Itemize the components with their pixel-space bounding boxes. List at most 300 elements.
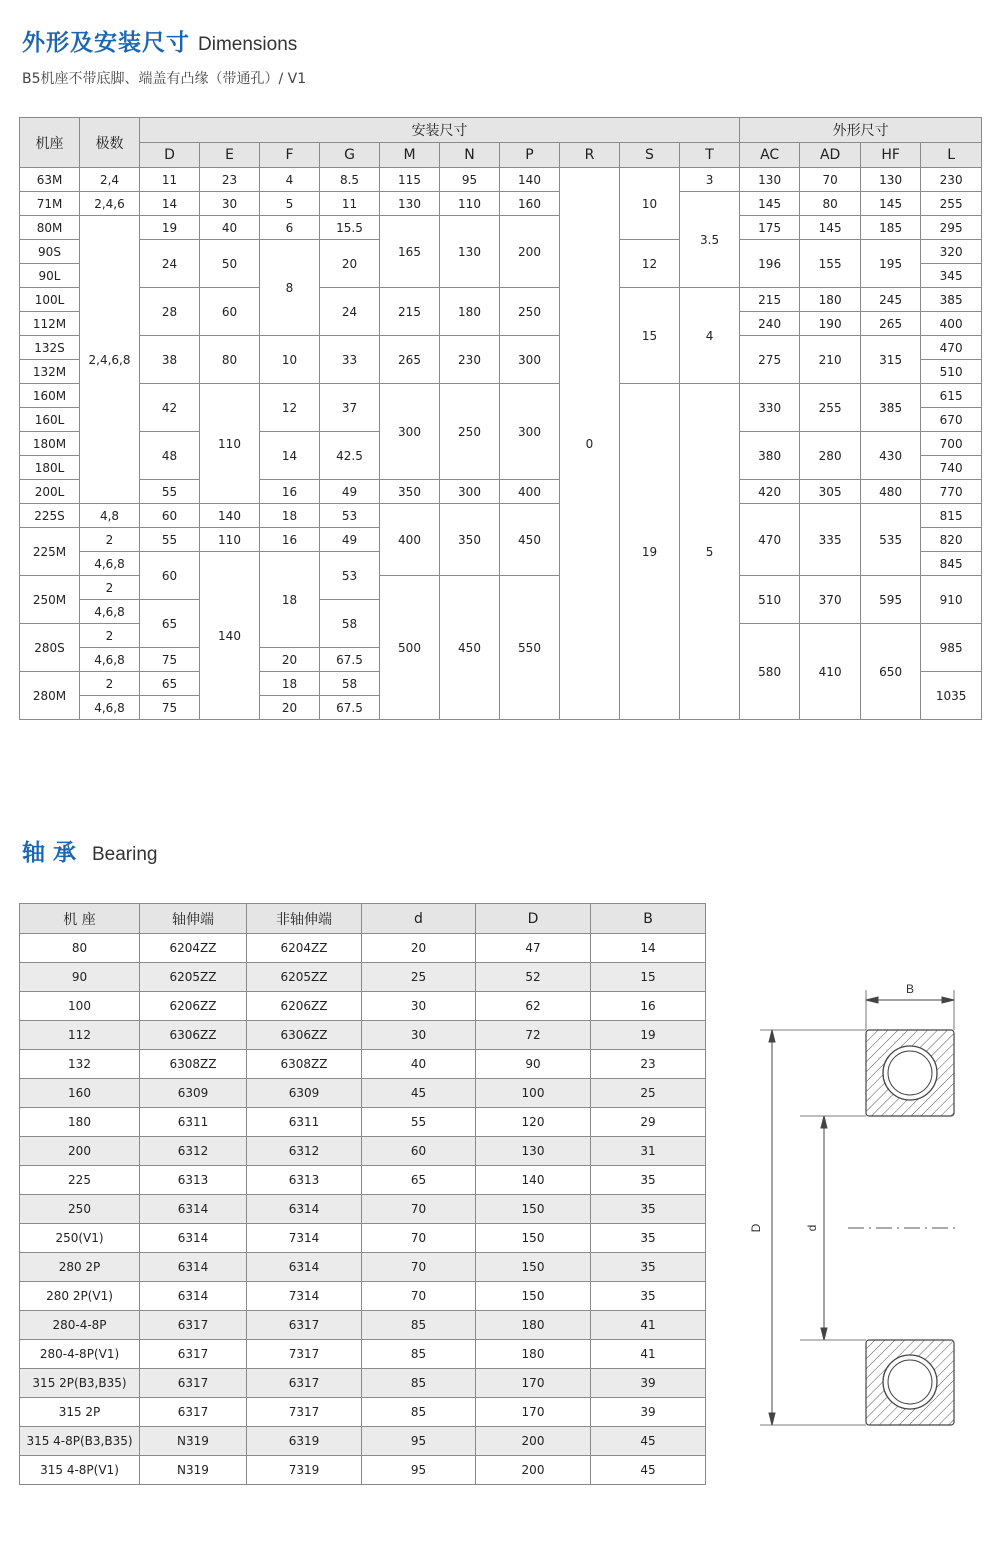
cell-G: 37 xyxy=(320,384,380,432)
bearing-cell: 250(V1) xyxy=(20,1224,140,1253)
bearing-cell: 150 xyxy=(476,1282,591,1311)
bearing-cell: 280-4-8P(V1) xyxy=(20,1340,140,1369)
cell-P: 300 xyxy=(500,384,560,480)
cell-P: 140 xyxy=(500,168,560,192)
cell-frame: 132S xyxy=(20,336,80,360)
cell-G: 49 xyxy=(320,528,380,552)
cell-N: 230 xyxy=(440,336,500,384)
cell-frame: 90S xyxy=(20,240,80,264)
bearing-cell: 7314 xyxy=(247,1224,362,1253)
dimensions-table xyxy=(19,117,982,720)
label-d: d xyxy=(805,1224,819,1232)
bearing-cell: 39 xyxy=(591,1369,706,1398)
cell-poles: 2,4,6,8 xyxy=(80,216,140,504)
cell-L: 615 xyxy=(921,384,982,408)
cell-frame: 180M xyxy=(20,432,80,456)
cell-AD: 180 xyxy=(800,288,861,312)
cell-L: 910 xyxy=(921,576,982,624)
cell-AC: 420 xyxy=(740,480,800,504)
cell-F: 16 xyxy=(260,480,320,504)
bearing-cell: 280 2P xyxy=(20,1253,140,1282)
bearing-cell: 62 xyxy=(476,992,591,1021)
header-col: HF xyxy=(861,143,921,168)
bearing-cell: 180 xyxy=(20,1108,140,1137)
cell-D: 14 xyxy=(140,192,200,216)
cell-frame: 71M xyxy=(20,192,80,216)
cell-L: 700 xyxy=(921,432,982,456)
bearing-cell: 120 xyxy=(476,1108,591,1137)
bearing-cell: 16 xyxy=(591,992,706,1021)
cell-G: 58 xyxy=(320,600,380,648)
cell-frame: 90L xyxy=(20,264,80,288)
bearing-cell: 15 xyxy=(591,963,706,992)
bearing-lower-section xyxy=(866,1340,954,1425)
bearing-cell: 6317 xyxy=(247,1311,362,1340)
table-row xyxy=(20,1021,706,1050)
cell-E: 23 xyxy=(200,168,260,192)
table-row xyxy=(20,1369,706,1398)
cell-D: 65 xyxy=(140,600,200,648)
bearing-cell: 41 xyxy=(591,1340,706,1369)
table-row xyxy=(20,1427,706,1456)
table-row xyxy=(20,192,982,216)
cell-AD: 370 xyxy=(800,576,861,624)
cell-D: 65 xyxy=(140,672,200,696)
dimensions-title xyxy=(22,24,297,57)
cell-M: 115 xyxy=(380,168,440,192)
cell-G: 15.5 xyxy=(320,216,380,240)
cell-G: 42.5 xyxy=(320,432,380,480)
bearing-cell: 6314 xyxy=(140,1195,247,1224)
table-row xyxy=(20,384,982,408)
cell-poles: 4,6,8 xyxy=(80,552,140,576)
bearing-cell: 160 xyxy=(20,1079,140,1108)
bearing-cell: 65 xyxy=(362,1166,476,1195)
cell-M: 265 xyxy=(380,336,440,384)
cell-S: 12 xyxy=(620,240,680,288)
header-col: P xyxy=(500,143,560,168)
cell-HF: 315 xyxy=(861,336,921,384)
cell-S: 10 xyxy=(620,168,680,240)
bearing-cell: 315 2P(B3,B35) xyxy=(20,1369,140,1398)
cell-F: 14 xyxy=(260,432,320,480)
cell-frame: 160L xyxy=(20,408,80,432)
table-row xyxy=(20,504,982,528)
bearing-cell: 180 xyxy=(476,1311,591,1340)
bearing-cell: 85 xyxy=(362,1398,476,1427)
table-row xyxy=(20,1195,706,1224)
table-row xyxy=(20,1253,706,1282)
table-row xyxy=(20,1398,706,1427)
cell-AD: 335 xyxy=(800,504,861,576)
cell-G: 58 xyxy=(320,672,380,696)
bearing-cell: 30 xyxy=(362,1021,476,1050)
bearing-header-cell: 机 座 xyxy=(20,904,140,934)
cell-AD: 210 xyxy=(800,336,861,384)
cell-AC: 215 xyxy=(740,288,800,312)
cell-S: 15 xyxy=(620,288,680,384)
bearing-table xyxy=(19,903,706,1485)
header-poles: 极数 xyxy=(80,118,140,168)
cell-F: 12 xyxy=(260,384,320,432)
cell-F: 16 xyxy=(260,528,320,552)
bearing-cell: 39 xyxy=(591,1398,706,1427)
cell-E: 110 xyxy=(200,384,260,504)
bearing-cell: 31 xyxy=(591,1137,706,1166)
table-row xyxy=(20,1050,706,1079)
bearing-cell: 6306ZZ xyxy=(247,1021,362,1050)
cell-L: 345 xyxy=(921,264,982,288)
cell-poles: 2 xyxy=(80,576,140,600)
cell-HF: 130 xyxy=(861,168,921,192)
dimensions-subtitle: B5机座不带底脚、端盖有凸缘（带通孔）/ V1 xyxy=(22,71,307,87)
header-col: T xyxy=(680,143,740,168)
cell-AD: 255 xyxy=(800,384,861,432)
cell-AC: 196 xyxy=(740,240,800,288)
label-B: B xyxy=(905,982,915,996)
bearing-cell: 100 xyxy=(20,992,140,1021)
dimension-B xyxy=(866,997,954,1003)
cell-F: 10 xyxy=(260,336,320,384)
cell-D: 38 xyxy=(140,336,200,384)
cell-G: 24 xyxy=(320,288,380,336)
cell-L: 295 xyxy=(921,216,982,240)
header-col: E xyxy=(200,143,260,168)
cell-HF: 535 xyxy=(861,504,921,576)
bearing-cell: 70 xyxy=(362,1224,476,1253)
cell-HF: 185 xyxy=(861,216,921,240)
bearing-cell: 70 xyxy=(362,1253,476,1282)
cell-frame: 100L xyxy=(20,288,80,312)
table-row xyxy=(20,1456,706,1485)
cell-N: 250 xyxy=(440,384,500,480)
bearing-cell: 35 xyxy=(591,1282,706,1311)
cell-F: 5 xyxy=(260,192,320,216)
cell-E: 60 xyxy=(200,288,260,336)
header-col: L xyxy=(921,143,982,168)
cell-T: 4 xyxy=(680,288,740,384)
header-col: AC xyxy=(740,143,800,168)
bearing-cell: 140 xyxy=(476,1166,591,1195)
cell-L: 845 xyxy=(921,552,982,576)
bearing-cell: 6317 xyxy=(140,1311,247,1340)
bearing-cell: 250 xyxy=(20,1195,140,1224)
cell-E: 50 xyxy=(200,240,260,288)
bearing-cell: 180 xyxy=(476,1340,591,1369)
bearing-cell: 6317 xyxy=(140,1340,247,1369)
cell-poles: 2,4 xyxy=(80,168,140,192)
bearing-title xyxy=(22,834,158,867)
bearing-header-row xyxy=(20,904,706,934)
cell-G: 49 xyxy=(320,480,380,504)
cell-P: 160 xyxy=(500,192,560,216)
cell-AC: 240 xyxy=(740,312,800,336)
bearing-cell: 52 xyxy=(476,963,591,992)
cell-HF: 480 xyxy=(861,480,921,504)
bearing-cell: 6319 xyxy=(247,1427,362,1456)
bearing-cell: 19 xyxy=(591,1021,706,1050)
bearing-cell: 280-4-8P xyxy=(20,1311,140,1340)
cell-L: 320 xyxy=(921,240,982,264)
cell-poles: 2 xyxy=(80,672,140,696)
bearing-cell: 6317 xyxy=(140,1398,247,1427)
bearing-cell: 200 xyxy=(20,1137,140,1166)
cell-AD: 410 xyxy=(800,624,861,720)
cell-M: 300 xyxy=(380,384,440,480)
cell-HF: 195 xyxy=(861,240,921,288)
cell-N: 350 xyxy=(440,504,500,576)
bearing-cell: 70 xyxy=(362,1282,476,1311)
bearing-title-cn: 轴承 xyxy=(22,840,84,866)
bearing-cell: 6205ZZ xyxy=(140,963,247,992)
bearing-cell: 100 xyxy=(476,1079,591,1108)
header-col: S xyxy=(620,143,680,168)
cell-HF: 145 xyxy=(861,192,921,216)
bearing-cell: 6314 xyxy=(247,1253,362,1282)
cell-L: 510 xyxy=(921,360,982,384)
cell-D: 11 xyxy=(140,168,200,192)
bearing-cell: 6311 xyxy=(140,1108,247,1137)
cell-L: 985 xyxy=(921,624,982,672)
bearing-cell: 14 xyxy=(591,934,706,963)
cell-D: 75 xyxy=(140,648,200,672)
bearing-cell: 85 xyxy=(362,1369,476,1398)
cell-HF: 245 xyxy=(861,288,921,312)
cell-L: 385 xyxy=(921,288,982,312)
bearing-cell: 6309 xyxy=(140,1079,247,1108)
cell-G: 53 xyxy=(320,504,380,528)
cell-frame: 250M xyxy=(20,576,80,624)
header-col: M xyxy=(380,143,440,168)
cell-M: 130 xyxy=(380,192,440,216)
cell-G: 53 xyxy=(320,552,380,600)
bearing-cell: 315 4-8P(V1) xyxy=(20,1456,140,1485)
header-col: AD xyxy=(800,143,861,168)
cell-frame: 160M xyxy=(20,384,80,408)
cell-D: 55 xyxy=(140,528,200,552)
cell-frame: 280S xyxy=(20,624,80,672)
cell-frame: 225M xyxy=(20,528,80,576)
bearing-cell: 7319 xyxy=(247,1456,362,1485)
cell-frame: 80M xyxy=(20,216,80,240)
cell-D: 19 xyxy=(140,216,200,240)
cell-D: 42 xyxy=(140,384,200,432)
table-row xyxy=(20,336,982,360)
bearing-cell: 6204ZZ xyxy=(140,934,247,963)
cell-L: 820 xyxy=(921,528,982,552)
cell-HF: 650 xyxy=(861,624,921,720)
cell-T: 3 xyxy=(680,168,740,192)
table-row xyxy=(20,934,706,963)
cell-L: 770 xyxy=(921,480,982,504)
cell-F: 20 xyxy=(260,696,320,720)
cell-AD: 280 xyxy=(800,432,861,480)
cell-AC: 130 xyxy=(740,168,800,192)
cell-D: 24 xyxy=(140,240,200,288)
cell-poles: 2 xyxy=(80,528,140,552)
table-row xyxy=(20,288,982,312)
table-row xyxy=(20,992,706,1021)
cell-frame: 180L xyxy=(20,456,80,480)
bearing-header-cell: 轴伸端 xyxy=(140,904,247,934)
bearing-cell: 200 xyxy=(476,1427,591,1456)
table-row xyxy=(20,1224,706,1253)
cell-L: 230 xyxy=(921,168,982,192)
bearing-cell: 6309 xyxy=(247,1079,362,1108)
cell-poles: 2,4,6 xyxy=(80,192,140,216)
bearing-header-cell: 非轴伸端 xyxy=(247,904,362,934)
bearing-cell: 6312 xyxy=(140,1137,247,1166)
bearing-cell: 6205ZZ xyxy=(247,963,362,992)
bearing-cell: 23 xyxy=(591,1050,706,1079)
bearing-cell: 7314 xyxy=(247,1282,362,1311)
bearing-cell: 70 xyxy=(362,1195,476,1224)
bearing-cell: 30 xyxy=(362,992,476,1021)
header-col: N xyxy=(440,143,500,168)
cell-AC: 275 xyxy=(740,336,800,384)
cell-AD: 190 xyxy=(800,312,861,336)
cell-G: 33 xyxy=(320,336,380,384)
bearing-cell: 6313 xyxy=(140,1166,247,1195)
cell-P: 300 xyxy=(500,336,560,384)
bearing-cell: 200 xyxy=(476,1456,591,1485)
bearing-cell: 6204ZZ xyxy=(247,934,362,963)
cell-HF: 385 xyxy=(861,384,921,432)
cell-frame: 225S xyxy=(20,504,80,528)
cell-P: 250 xyxy=(500,288,560,336)
bearing-cell: 95 xyxy=(362,1456,476,1485)
bearing-cell: 45 xyxy=(591,1427,706,1456)
table-row xyxy=(20,1108,706,1137)
bearing-cell: 6314 xyxy=(140,1282,247,1311)
cell-G: 8.5 xyxy=(320,168,380,192)
dimensions-title-cn: 外形及安装尺寸 xyxy=(22,30,190,56)
cell-F: 18 xyxy=(260,504,320,528)
table-row xyxy=(20,1282,706,1311)
table-row xyxy=(20,1166,706,1195)
cell-F: 6 xyxy=(260,216,320,240)
bearing-cell: 280 2P(V1) xyxy=(20,1282,140,1311)
bearing-cell: 55 xyxy=(362,1108,476,1137)
cell-N: 450 xyxy=(440,576,500,720)
cell-HF: 430 xyxy=(861,432,921,480)
cell-N: 110 xyxy=(440,192,500,216)
bearing-cell: 80 xyxy=(20,934,140,963)
bearing-cell: 47 xyxy=(476,934,591,963)
bearing-cell: 35 xyxy=(591,1253,706,1282)
cell-E: 40 xyxy=(200,216,260,240)
cell-N: 180 xyxy=(440,288,500,336)
header-col: D xyxy=(140,143,200,168)
cell-poles: 4,6,8 xyxy=(80,696,140,720)
bearing-cell: 41 xyxy=(591,1311,706,1340)
bearing-cell: 112 xyxy=(20,1021,140,1050)
bearing-cell: N319 xyxy=(140,1456,247,1485)
bearing-cell: 45 xyxy=(362,1079,476,1108)
cell-AC: 380 xyxy=(740,432,800,480)
bearing-cell: 6308ZZ xyxy=(247,1050,362,1079)
cell-T: 5 xyxy=(680,384,740,720)
cell-F: 18 xyxy=(260,672,320,696)
cell-L: 470 xyxy=(921,336,982,360)
cell-F: 8 xyxy=(260,240,320,336)
bearing-cell: 6206ZZ xyxy=(247,992,362,1021)
bearing-cell: 60 xyxy=(362,1137,476,1166)
bearing-cell: 130 xyxy=(476,1137,591,1166)
table-row xyxy=(20,168,982,192)
cell-E: 140 xyxy=(200,504,260,528)
table-row xyxy=(20,1079,706,1108)
cell-D: 60 xyxy=(140,504,200,528)
bearing-cell: 150 xyxy=(476,1224,591,1253)
cell-T: 3.5 xyxy=(680,192,740,288)
cell-N: 130 xyxy=(440,216,500,288)
cell-frame: 112M xyxy=(20,312,80,336)
cell-G: 11 xyxy=(320,192,380,216)
cell-E: 140 xyxy=(200,552,260,720)
cell-AC: 330 xyxy=(740,384,800,432)
label-D: D xyxy=(749,1223,763,1233)
cell-HF: 265 xyxy=(861,312,921,336)
cell-AD: 70 xyxy=(800,168,861,192)
cell-N: 300 xyxy=(440,480,500,504)
cell-AC: 510 xyxy=(740,576,800,624)
bearing-cell: 6317 xyxy=(247,1369,362,1398)
bearing-cell: 72 xyxy=(476,1021,591,1050)
cell-N: 95 xyxy=(440,168,500,192)
cell-F: 18 xyxy=(260,552,320,648)
bearing-diagram xyxy=(730,970,970,1440)
bearing-cell: 85 xyxy=(362,1311,476,1340)
cell-M: 215 xyxy=(380,288,440,336)
bearing-cell: 20 xyxy=(362,934,476,963)
bearing-cell: 315 4-8P(B3,B35) xyxy=(20,1427,140,1456)
bearing-cell: 6314 xyxy=(247,1195,362,1224)
cell-M: 500 xyxy=(380,576,440,720)
cell-G: 67.5 xyxy=(320,696,380,720)
cell-L: 670 xyxy=(921,408,982,432)
cell-M: 350 xyxy=(380,480,440,504)
bearing-cell: 90 xyxy=(476,1050,591,1079)
header-col: R xyxy=(560,143,620,168)
bearing-cell: 90 xyxy=(20,963,140,992)
bearing-cell: 6314 xyxy=(140,1253,247,1282)
cell-AC: 175 xyxy=(740,216,800,240)
cell-G: 67.5 xyxy=(320,648,380,672)
cell-L: 815 xyxy=(921,504,982,528)
table-row xyxy=(20,963,706,992)
header-col: G xyxy=(320,143,380,168)
cell-L: 400 xyxy=(921,312,982,336)
cell-M: 400 xyxy=(380,504,440,576)
bearing-cell: 25 xyxy=(362,963,476,992)
bearing-cell: 150 xyxy=(476,1253,591,1282)
bearing-cell: 35 xyxy=(591,1195,706,1224)
header-col: F xyxy=(260,143,320,168)
cell-D: 60 xyxy=(140,552,200,600)
table-row xyxy=(20,480,982,504)
cell-F: 20 xyxy=(260,648,320,672)
bearing-cell: 170 xyxy=(476,1398,591,1427)
cell-P: 200 xyxy=(500,216,560,288)
bearing-cell: 25 xyxy=(591,1079,706,1108)
cell-D: 55 xyxy=(140,480,200,504)
cell-G: 20 xyxy=(320,240,380,288)
cell-poles: 2 xyxy=(80,624,140,648)
cell-E: 30 xyxy=(200,192,260,216)
cell-L: 1035 xyxy=(921,672,982,720)
cell-poles: 4,6,8 xyxy=(80,600,140,624)
